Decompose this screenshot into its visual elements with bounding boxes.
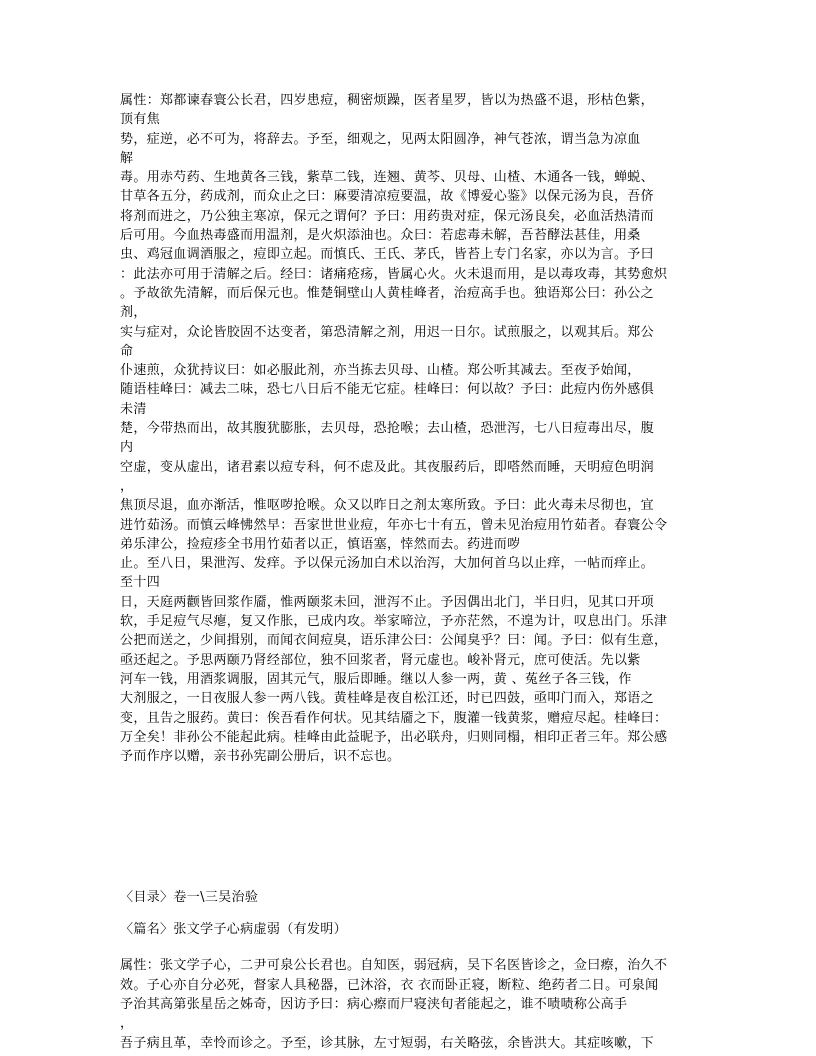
text-line: 至十四 <box>120 575 161 591</box>
text-line: 命 <box>120 343 134 359</box>
text-line: 日，天庭两颧皆回浆作靥，惟两颐浆未回，泄泻不止。予因偶出北门，半日归，见其口开项 <box>120 594 655 610</box>
text-line: 河车一钱，用酒浆调服，固其元气，服后即睡。继以人参一两，黄 、菟丝子各三钱，作 <box>120 671 632 687</box>
text-line: 亟还起之。予思两颐乃肾经部位，独不回浆者，肾元虚也。峻补肾元，庶可使活。先以紫 <box>120 652 641 668</box>
text-line: 随语桂峰曰：减去二味，恐七八日后不能无它症。桂峰曰：何以故？予曰：此痘内伤外感俱 <box>120 382 655 398</box>
text-line: 焦顶尽退，血亦渐活，惟呕哕抢喉。众又以昨日之剂太寒所致。予曰：此火毒未尽彻也，宜 <box>120 498 655 514</box>
case1-text <box>120 91 686 766</box>
text-line: 公把而送之，少间揖别，而闻衣间痘臭，语乐津公曰：公闻臭乎？曰：闻。予曰：似有生意， <box>120 633 668 649</box>
text-line: 软，手足痘气尽瘪，复又作胀，已成内攻。举家啼泣，予亦茫然，不遑为计，叹息出门。乐津 <box>120 614 668 630</box>
text-line: 进竹茹汤。而慎云峰怫然早：吾家世世业痘，年亦七十有五，曾未见治痘用竹茹者。春寰公令 <box>120 517 668 533</box>
text-line: 未清 <box>120 401 147 417</box>
text-line: 顶有焦 <box>120 112 161 128</box>
text-line: 楚，今带热而出，故其腹犹膨胀，去贝母，恐抢喉；去山楂，恐泄泻，七八日痘毒出尽，腹 <box>120 421 655 437</box>
text-line: 变，且告之服药。黄曰：俟吾看作何状。见其结靥之下，腹灌一钱黄浆，赠痘尽起。桂峰曰： <box>120 710 668 726</box>
text-line: ， <box>120 478 134 494</box>
document-page <box>120 91 686 1053</box>
text-line: 内 <box>120 440 134 456</box>
text-line: 止。至八日，果泄泻、发痒。予以保元汤加白术以治泻，大加何首乌以止痒，一帖而痒止。 <box>120 556 655 572</box>
text-line: 效。子心亦自分必死，督家人具秘器，已沐浴，衣 衣而卧正寝，断粒、绝药者二日。可泉闻 <box>120 977 659 993</box>
text-line: 空虚，变从虚出，诸君素以痘专科，何不虑及此。其夜服药后，即嗒然而睡，天明痘色明润 <box>120 459 655 475</box>
text-line: 大剂服之，一日夜服人参一两八钱。黄桂峰是夜自松江还，时已四鼓，亟叩门而入，郑语之 <box>120 691 655 707</box>
text-line: 后可用。今血热毒盛而用温剂，是火炽添油也。众曰：若虑毒未解，吾苔酵法甚佳，用桑 <box>120 228 641 244</box>
case2-text <box>120 956 686 1052</box>
text-line: 将剂而进之，乃公独主寒凉，保元之谓何？予曰：用药贵对症，保元汤良矣，必血活热清而 <box>120 208 655 224</box>
text-line: 势，症逆，必不可为，将辞去。予至，细观之，见两太阳圆净，神气苍浓，谓当急为凉血 <box>120 131 641 147</box>
text-line: 属性：郑都谏春寰公长君，四岁患痘，稠密烦躁，医者星罗，皆以为热盛不退，形枯色紫， <box>120 93 655 108</box>
text-line: 万全矣！非孙公不能起此病。桂峰由此益昵予，出必联舟，归则同榻，相印正者三年。郑公感 <box>120 729 668 745</box>
text-line: 解 <box>120 150 134 166</box>
text-line: 属性：张文学子心，二尹可泉公长君也。自知医，弱冠病，吴下名医皆诊之，佥曰瘵，治久不 <box>120 958 668 974</box>
text-line: 予而作序以赠，亲书孙宪副公册后，识不忘也。 <box>120 749 401 765</box>
text-line: 仆速煎，众犹持议曰：如必服此剂，亦当拣去贝母、山楂。郑公听其减去。至夜予始闻， <box>120 363 641 379</box>
text-line: 剂， <box>120 305 147 321</box>
text-line: 吾子病且革，幸怜而诊之。予至，诊其脉，左寸短弱，右关略弦，余皆洪大。其症咳嗽，下 <box>120 1035 655 1051</box>
text-line: 虫、鸡冠血调酒服之，痘即立起。而慎氏、王氏、茅氏，皆苔上专门名家，亦以为言。予曰 <box>120 247 655 263</box>
text-line: 弟乐津公，捡痘疹全书用竹茹者以正，慎语塞，悻然而去。药进而哕 <box>120 536 521 552</box>
text-line: 毒。用赤芍药、生地黄各三钱，紫草二钱，连翘、黄芩、贝母、山楂、木通各一钱，蝉蜕、 <box>120 170 655 186</box>
text-line: ：此法亦可用于清解之后。经曰：诸痛疮疡，皆属心火。火未退而用，是以毒攻毒，其势愈炽 <box>120 266 668 282</box>
text-line: 。予故欲先清解，而后保元也。惟楚铜壁山人黄桂峰者，治痘高手也。独语郑公曰：孙公之 <box>120 285 655 301</box>
text-line: 予治其高第张星岳之姊奇，因访予曰：病心瘵而尸寝浃旬者能起之，谁不啧啧称公高手 <box>120 996 628 1012</box>
toc-heading: 〈目录〉卷一\三吴治验 <box>120 890 259 906</box>
section-title: 〈篇名〉张文学子心病虚弱（有发明） <box>120 922 347 938</box>
text-line: 实与症对，众论皆胶固不达变者，第恐清解之剂，用迟一日尔。试煎服之，以观其后。郑公 <box>120 324 655 340</box>
text-line: ， <box>120 1016 134 1032</box>
text-line: 甘草各五分，药成剂，而众止之曰：麻要清凉痘要温，故《博爱心鉴》以保元汤为良，吾侪 <box>120 189 655 205</box>
